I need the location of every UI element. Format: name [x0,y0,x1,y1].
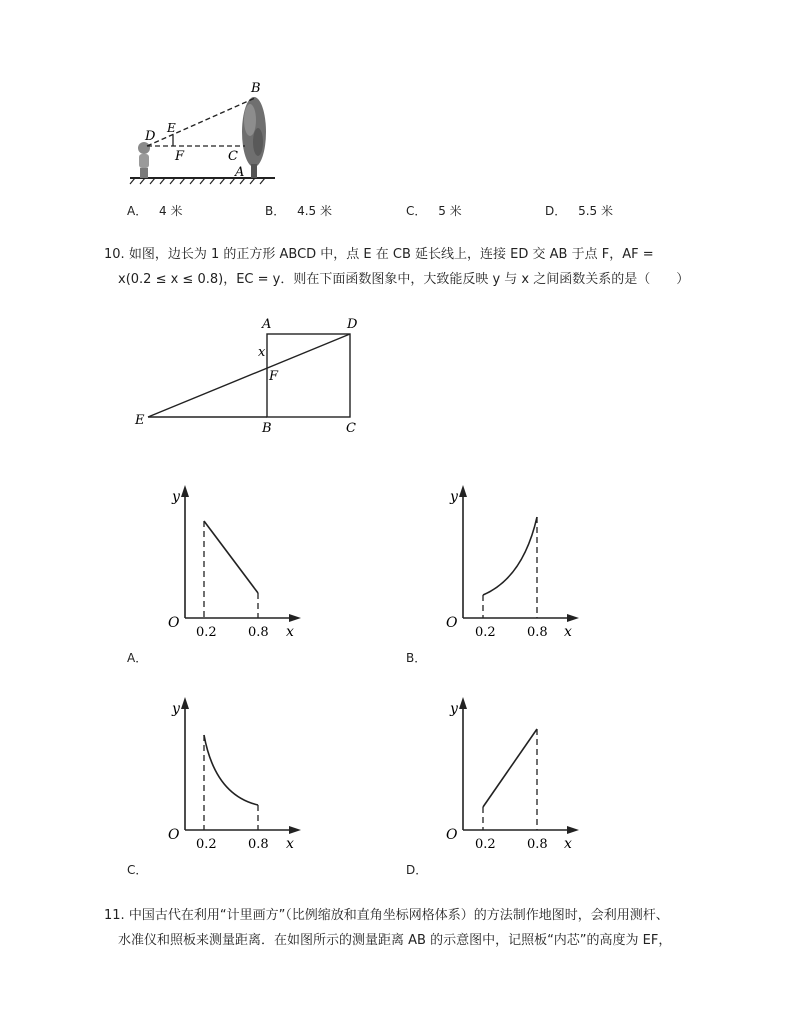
q9-option-b[interactable] [265,201,332,221]
question-number: 10. [104,247,125,262]
q10-option-d[interactable]: D． [406,863,428,877]
question-number: 11. [104,908,125,923]
q9-figure [125,80,285,190]
q10-label-E: E [135,413,145,428]
q10-label-C: C [346,421,356,436]
q10-label-B: B [262,421,272,436]
q10-option-b[interactable]: B． [406,651,427,665]
x-axis-label: x [564,836,572,852]
y-axis-label: y [450,489,458,505]
origin-label: O [168,615,180,631]
tick-label: 0.2 [196,625,217,640]
option-text: 4.5 米 [297,204,332,218]
person-figure [138,142,150,178]
option-text: 5.5 米 [578,204,613,218]
q10-label-x: x [258,345,266,360]
q10-graph-b[interactable] [438,483,588,643]
tick-label: 0.8 [248,837,269,852]
tick-label: 0.8 [527,625,548,640]
option-letter: C． [406,204,427,218]
q10-option-c[interactable]: C． [127,863,148,877]
q10-graph-d[interactable] [438,695,588,855]
q9-option-d[interactable] [545,201,613,221]
option-letter: D． [545,204,567,218]
q9-label-C: C [228,149,238,164]
tree-figure [242,97,266,178]
q9-label-B: B [251,81,261,96]
question-text: 如图，边长为 1 的正方形 ABCD 中，点 E 在 CB 延长线上，连接 ED 交 AB 于点 F，AF = [128,247,654,262]
origin-label: O [446,615,458,631]
origin-label: O [446,827,458,843]
x-axis-label: x [286,836,294,852]
option-text: 5 米 [438,204,462,218]
q9-label-E: E [167,121,176,135]
q10-line1 [104,245,654,265]
option-letter: B． [265,204,286,218]
q11-line2: 水准仪和照板来测量距离．在如图所示的测量距离 AB 的示意图中，记照板“内芯”的高度为 EF， [118,933,672,948]
q9-label-D: D [145,129,156,144]
y-axis-label: y [450,701,458,717]
q9-option-a[interactable] [127,201,183,221]
q10-square-figure [130,312,370,437]
q10-graph-c[interactable] [160,695,310,855]
y-axis-label: y [172,489,180,505]
tick-label: 0.2 [196,837,217,852]
tick-label: 0.8 [527,837,548,852]
option-text: 4 米 [159,204,183,218]
x-axis-label: x [564,624,572,640]
y-axis-label: y [172,701,180,717]
q9-label-A: A [235,165,245,180]
origin-label: O [168,827,180,843]
tick-label: 0.2 [475,837,496,852]
q9-option-c[interactable] [406,201,462,221]
option-letter: A． [127,204,148,218]
q10-option-a[interactable]: A． [127,651,148,665]
x-axis-label: x [286,624,294,640]
q10-line2: x(0.2 ≤ x ≤ 0.8)，EC = y．则在下面函数图象中，大致能反映 y 与 x 之间函数关系的是（ ） [118,272,690,287]
q10-label-F: F [269,369,279,384]
q11-line1 [104,906,669,926]
tick-label: 0.2 [475,625,496,640]
q10-label-A: A [262,317,272,332]
question-text: 中国古代在利用“计里画方”（比例缩放和直角坐标网格体系）的方法制作地图时，会利用测杆、 [128,908,669,923]
q10-graph-a[interactable] [160,483,310,643]
q9-label-F: F [175,149,185,164]
tick-label: 0.8 [248,625,269,640]
q10-label-D: D [347,317,358,332]
